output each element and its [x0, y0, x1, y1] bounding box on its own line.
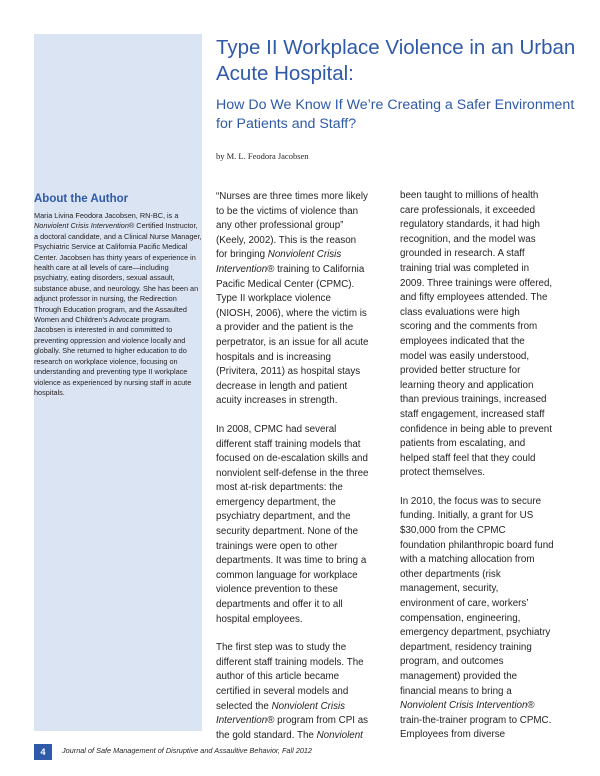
body-paragraph: In 2008, CPMC had several different staff training models that focused on de-escalation skills and nonviolent self-defense in the three most at-risk departments: the emergency department, the psychiatry department, and the security department. None of the trainings were open to other departments. It was time to bring a common language for workplace violence prevention to these departments and offer it to all hospital employees.	[216, 423, 369, 625]
text-run: The first step was to study the different staff training models. The author of this article became certified in several models and selected the	[216, 642, 364, 712]
text-emphasis: Nonviolent Crisis Intervention	[400, 700, 528, 712]
text-emphasis: Nonviolent	[316, 729, 363, 740]
body-paragraph	[216, 190, 370, 409]
text-emphasis: Nonviolent Crisis Intervention	[216, 700, 346, 727]
about-text	[34, 211, 202, 398]
about-heading: About the Author	[34, 193, 129, 205]
byline: by M. L. Feodora Jacobsen	[216, 151, 309, 161]
about-text-part: Maria Livina Feodora Jacobsen, RN-BC, is a	[34, 211, 179, 220]
body-column-1	[216, 190, 370, 740]
about-text-emphasis: Nonviolent Crisis Intervention	[34, 221, 129, 231]
journal-citation: Journal of Safe Management of Disruptive and Assaultive Behavior, Fall 2012	[62, 746, 312, 755]
body-paragraph	[400, 495, 554, 739]
page-number: 4	[34, 744, 52, 760]
text-emphasis: Nonviolent Crisis Intervention	[216, 249, 342, 275]
about-text-part: ® Certified Instructor, a doctoral candidate, and a Clinical Nurse Manager, Psychiatric Service at California Pacific Medical Center. Jacobsen has thirty years of experience in health care at all levels of care—including psychiatry, eating disorders, sexual assault, substance abuse, and neurology. She has been an adjunct professor in nursing, the Redirection Through Education program, and the Assaulted Women and Children’s Advocate program. Jacobsen is interested in and committed to preventing oppression and violence locally and globally. She returned to higher education to do research on workplace violence, focusing on understanding and preventing type II workplace violence as experienced by nursing staff in acute hospitals.	[34, 221, 202, 397]
body-paragraph: been taught to millions of health care professionals, it exceeded regulatory standards, it had high recognition, and the model was grounded in research. A staff training trial was completed in 2009. Three trainings were offered, and fifty employees attended. The class evaluations were high scoring and the comments from employees indicated that the model was easily understood, provided better structure for learning theory and application than previous trainings, increased staff engagement, increased staff confidence in being able to prevent patients from escalating, and helped staff feel that they could protect themselves.	[400, 190, 553, 479]
text-run: ® train-the-trainer program to CPMC. Employees from diverse	[400, 700, 552, 739]
about-the-author	[34, 193, 202, 398]
text-run: In 2010, the focus was to secure funding. Initially, a grant for US $30,000 from the CPMC foundation philanthropic board fund with a matching allocation from other departments (risk management, security, environment of care, workers’ compensation, engineering, emergency department, psychiatry department, residency training program, and outcomes management) provided the financial means to bring a	[400, 495, 554, 697]
body-paragraph	[216, 641, 370, 740]
body-column-2	[400, 189, 554, 739]
page-footer	[0, 744, 600, 764]
text-run: ® program from CPI as the gold standard. The	[216, 715, 369, 740]
text-run: ® training to California Pacific Medical Center (CPMC). Type II workplace violence (NIOSH, 2006), where the victim is a provider and the patient is the perpetrator, is an issue for all acute hospitals and is increasing (Privitera, 2011) as hospital stays decrease in length and patient acuity increases in strength.	[216, 263, 369, 407]
article-title: Type II Workplace Violence in an Urban Acute Hospital:	[216, 36, 576, 85]
article-subtitle: How Do We Know If We’re Creating a Safer Environment for Patients and Staff?	[216, 97, 575, 132]
text-run: “Nurses are three times more likely to be the victims of violence than any other professional group” (Keely, 2002). This is the reason for bringing	[216, 191, 368, 261]
